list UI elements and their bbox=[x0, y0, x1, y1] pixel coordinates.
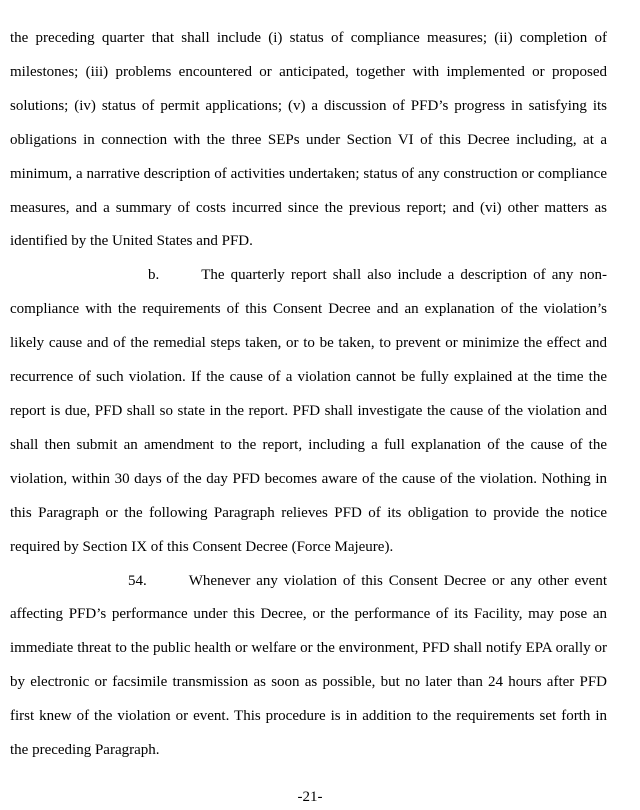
paragraph-54-text: Whenever any violation of this Consent Decree or any other event affecting PFD’s performance under this Decree, or the performance of its Facility, may pose an immediate threat to the public health or welfare or the environment, PFD shall notify EPA orally or by electronic or facsimile transmission as soon as possible, but no later than 24 hours after PFD first knew of the violation or event. This procedure is in addition to the requirements set forth in the preceding Paragraph. bbox=[10, 572, 607, 759]
paragraph-b bbox=[10, 259, 607, 564]
paragraph-54-marker: 54. bbox=[128, 572, 147, 589]
paragraph-b-marker: b. bbox=[148, 267, 160, 284]
paragraph-b-text: The quarterly report shall also include a description of any non-compliance with the requirements of this Consent Decree and an explanation of the violation’s likely cause and of the remedial steps taken, or to be taken, to prevent or minimize the effect and recurrence of such violation. If the cause of a violation cannot be fully explained at the time the report is due, PFD shall so state in the report. PFD shall investigate the cause of the violation and shall then submit an amendment to the report, including a full explanation of the cause of the violation, within 30 days of the day PFD becomes aware of the cause of the violation. Nothing in this Paragraph or the following Paragraph relieves PFD of its obligation to provide the notice required by Section IX of this Consent Decree (Force Majeure). bbox=[10, 267, 607, 555]
document-page bbox=[10, 22, 607, 768]
paragraph-54 bbox=[10, 565, 607, 768]
continuation-paragraph: the preceding quarter that shall include (i) status of compliance measures; (ii) completion of milestones; (iii) problems encountered or anticipated, together with implemented or proposed solutions; (iv) status of permit applications; (v) a discussion of PFD’s progress in satisfying its obligations in connection with the three SEPs under Section VI of this Decree including, at a minimum, a narrative description of activities undertaken; status of any construction or compliance measures, and a summary of costs incurred since the previous report; and (vi) other matters as identified by the United States and PFD. bbox=[10, 30, 607, 250]
page-number: -21- bbox=[297, 789, 323, 805]
